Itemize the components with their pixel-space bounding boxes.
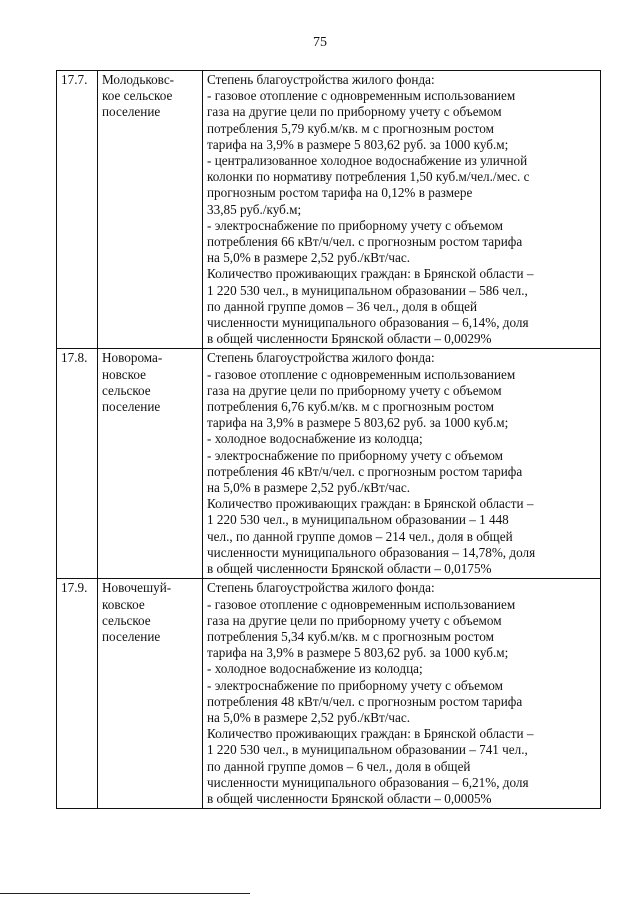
housing-description-cell (203, 579, 601, 809)
description-line: потребления 48 кВт/ч/чел. с прогнозным ростом тарифа (207, 693, 523, 709)
table-row (57, 71, 601, 349)
settlement-name-line: поселение (102, 399, 161, 415)
row-number: 17.8. (57, 349, 98, 579)
row-number: 17.9. (57, 579, 98, 809)
settlement-name-cell (98, 579, 203, 809)
description-line: чел., по данной группе домов – 214 чел., доля в общей (207, 528, 513, 544)
description-line: прогнозным ростом тарифа на 0,12% в размере (207, 185, 473, 201)
description-line: численности муниципального образования – 14,78%, доля (207, 544, 536, 560)
description-line: Количество проживающих граждан: в Брянской области – (207, 266, 534, 282)
description-line: Степень благоустройства жилого фонда: (207, 580, 435, 596)
description-line: в общей численности Брянской области – 0,0005% (207, 790, 492, 806)
settlement-name-line: новское (102, 366, 146, 382)
description-line: - газовое отопление с одновременным использованием (207, 88, 516, 104)
description-line: тарифа на 3,9% в размере 5 803,62 руб. за 1000 куб.м; (207, 136, 509, 152)
description-line: - централизованное холодное водоснабжение из уличной (207, 153, 528, 169)
settlement-name-line: Молодьковс- (102, 72, 175, 87)
housing-description-cell (203, 349, 601, 579)
description-line: 33,85 руб./куб.м; (207, 201, 302, 217)
description-line: тарифа на 3,9% в размере 5 803,62 руб. за 1000 куб.м; (207, 645, 509, 661)
page-number: 75 (313, 35, 327, 50)
description-line: потребления 6,76 куб.м/кв. м с прогнозным ростом (207, 399, 494, 415)
description-line: 1 220 530 чел., в муниципальном образовании – 586 чел., (207, 282, 528, 298)
description-line: 1 220 530 чел., в муниципальном образовании – 1 448 (207, 512, 509, 528)
table-row (57, 579, 601, 809)
settlement-name-line: Новорома- (102, 350, 163, 366)
settlement-name-line: сельское (102, 382, 151, 398)
settlement-name-line: сельское (102, 612, 151, 628)
description-line: Степень благоустройства жилого фонда: (207, 350, 435, 366)
description-line: газа на другие цели по приборному учету с объемом (207, 382, 502, 398)
description-line: газа на другие цели по приборному учету с объемом (207, 612, 502, 628)
description-line: на 5,0% в размере 2,52 руб./кВт/час. (207, 250, 411, 266)
description-line: колонки по нормативу потребления 1,50 куб.м/чел./мес. с (207, 169, 530, 185)
description-line: потребления 46 кВт/ч/чел. с прогнозным ростом тарифа (207, 463, 523, 479)
description-line: Количество проживающих граждан: в Брянской области – (207, 496, 534, 512)
description-line: - газовое отопление с одновременным использованием (207, 596, 516, 612)
description-line: - электроснабжение по приборному учету с объемом (207, 447, 503, 463)
settlements-table (56, 70, 601, 809)
settlement-name-cell (98, 71, 203, 349)
description-line: - электроснабжение по приборному учету с объемом (207, 217, 503, 233)
description-line: потребления 5,79 куб.м/кв. м с прогнозным ростом (207, 120, 494, 136)
settlement-name-line: поселение (102, 628, 161, 644)
description-line: на 5,0% в размере 2,52 руб./кВт/час. (207, 709, 411, 725)
description-line: по данной группе домов – 6 чел., доля в общей (207, 758, 471, 774)
settlement-name-line: поселение (102, 104, 161, 120)
description-line: - холодное водоснабжение из колодца; (207, 661, 423, 677)
row-number: 17.7. (57, 71, 98, 349)
description-line: 1 220 530 чел., в муниципальном образовании – 741 чел., (207, 742, 528, 758)
settlement-name-line: Новочешуй- (102, 580, 172, 596)
table-row (57, 349, 601, 579)
settlement-name-line: кое сельское (102, 88, 173, 104)
housing-description-cell (203, 71, 601, 349)
table-body (57, 71, 601, 809)
settlement-name-cell (98, 349, 203, 579)
description-line: по данной группе домов – 36 чел., доля в общей (207, 298, 478, 314)
description-line: Степень благоустройства жилого фонда: (207, 72, 435, 87)
description-line: - холодное водоснабжение из колодца; (207, 431, 423, 447)
description-line: - электроснабжение по приборному учету с объемом (207, 677, 503, 693)
description-line: численности муниципального образования – 6,14%, доля (207, 315, 529, 331)
description-line: потребления 5,34 куб.м/кв. м с прогнозным ростом (207, 628, 494, 644)
description-line: газа на другие цели по приборному учету с объемом (207, 104, 502, 120)
description-line: Количество проживающих граждан: в Брянской области – (207, 726, 534, 742)
footer-divider (0, 893, 250, 894)
description-line: в общей численности Брянской области – 0,0175% (207, 561, 492, 577)
description-line: в общей численности Брянской области – 0,0029% (207, 331, 492, 347)
description-line: численности муниципального образования – 6,21%, доля (207, 774, 529, 790)
description-line: - газовое отопление с одновременным использованием (207, 366, 516, 382)
description-line: на 5,0% в размере 2,52 руб./кВт/час. (207, 480, 411, 496)
settlement-name-line: ковское (102, 596, 145, 612)
description-line: тарифа на 3,9% в размере 5 803,62 руб. за 1000 куб.м; (207, 415, 509, 431)
description-line: потребления 66 кВт/ч/чел. с прогнозным ростом тарифа (207, 234, 523, 250)
